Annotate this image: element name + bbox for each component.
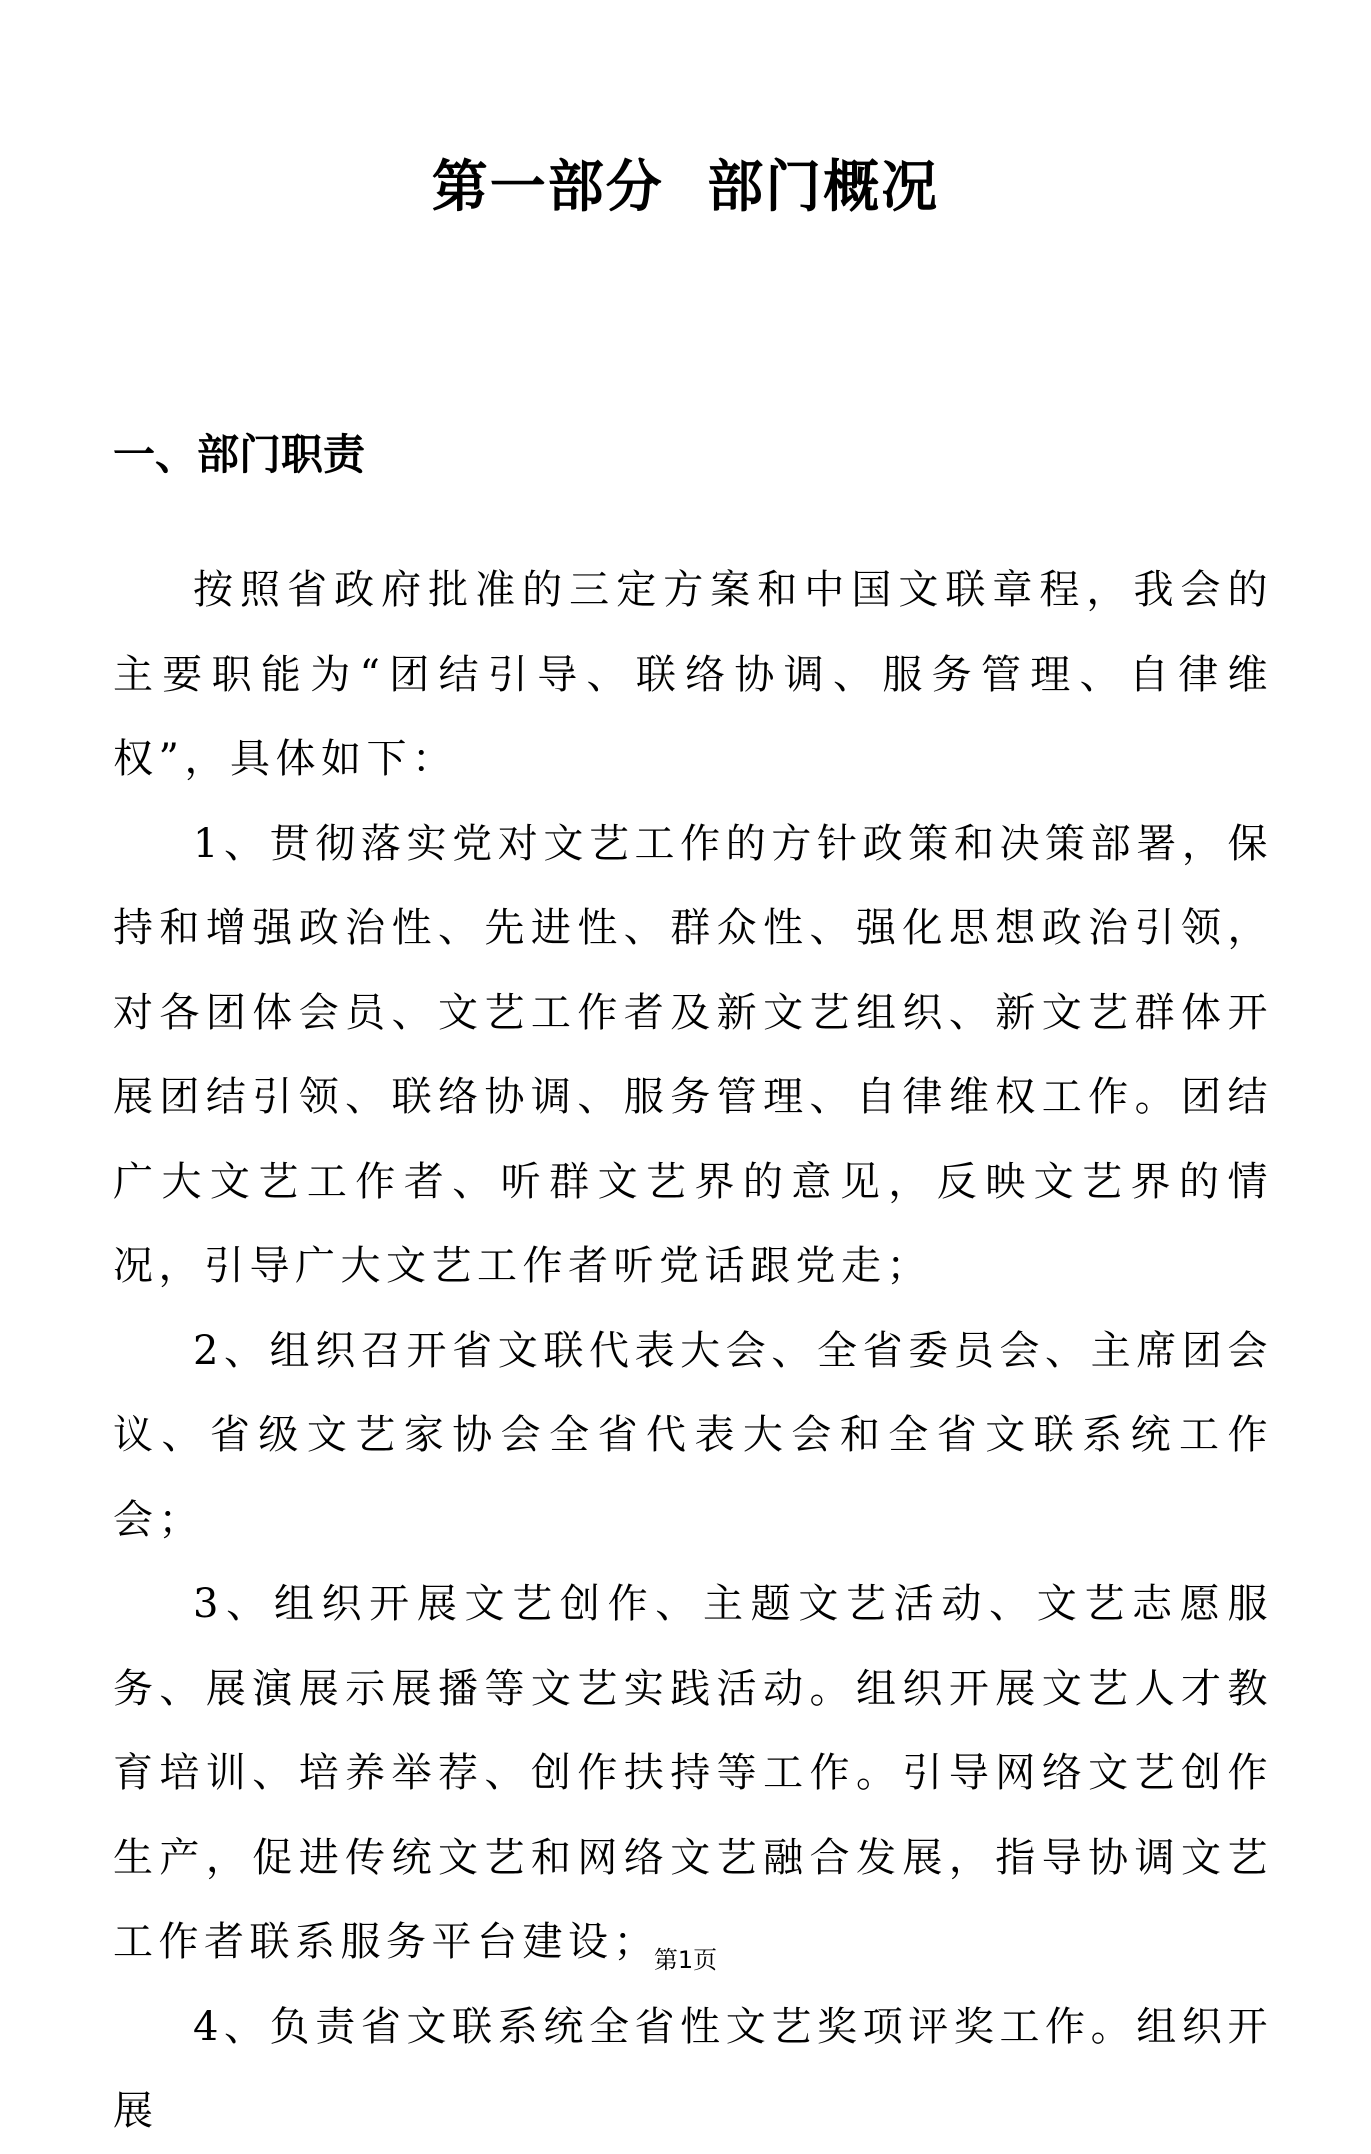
paragraph-intro: 按照省政府批准的三定方案和中国文联章程，我会的主要职能为“团结引导、联络协调、服务管理、自律维权”，具体如下： [113, 567, 1273, 782]
body-text [113, 548, 1273, 2154]
page-number: 第1页 [653, 1946, 718, 1974]
section-heading: 一、部门职责 [113, 430, 366, 479]
paragraph-item-4: 4、负责省文联系统全省性文艺奖项评奖工作。组织开展 [113, 2003, 1273, 2134]
paragraph-item-1: 1、贯彻落实党对文艺工作的方针政策和决策部署，保持和增强政治性、先进性、群众性、强化思想政治引领，对各团体会员、文艺工作者及新文艺组织、新文艺群体开展团结引领、联络协调、服务管理、自律维权工作。团结广大文艺工作者、听群文艺界的意见，反映文艺界的情况，引导广大文艺工作者听党话跟党走； [113, 820, 1273, 1289]
paragraph-item-3: 3、组织开展文艺创作、主题文艺活动、文艺志愿服务、展演展示展播等文艺实践活动。组织开展文艺人才教育培训、培养举荐、创作扶持等工作。引导网络文艺创作生产，促进传统文艺和网络文艺融合发展，指导协调文艺工作者联系服务平台建设； [113, 1581, 1273, 1965]
paragraph-item-2: 2、组织召开省文联代表大会、全省委员会、主席团会议、省级文艺家协会全省代表大会和全省文联系统工作会； [113, 1327, 1273, 1543]
page-title: 第一部分 部门概况 [431, 155, 940, 220]
